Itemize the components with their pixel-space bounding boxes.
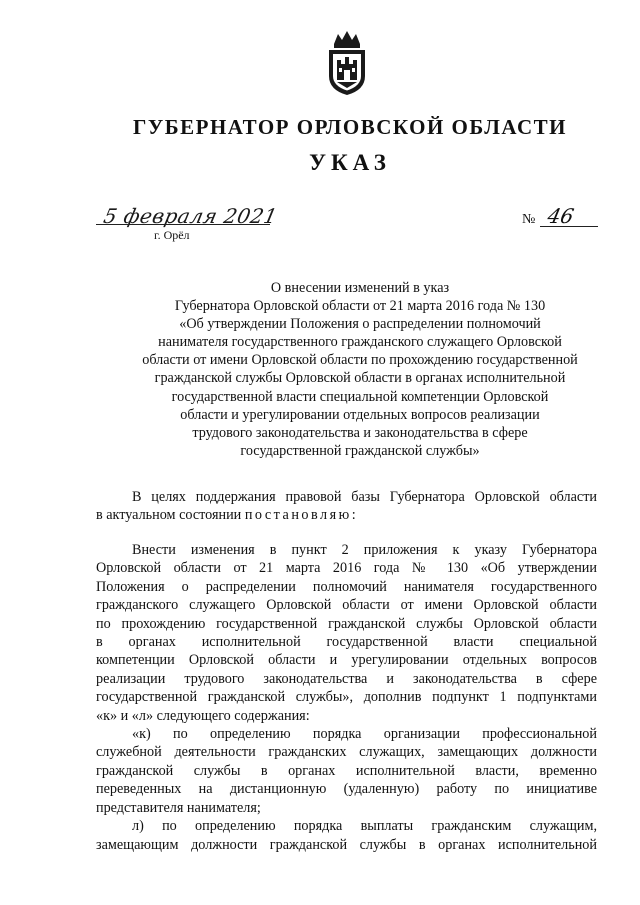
title-line: области от имени Орловской области по прохождению государственной <box>142 352 578 369</box>
title-line: «Об утверждении Положения о распределении полномочий <box>179 316 541 333</box>
body-line: государственной гражданской службы», дополнив подпункт 1 подпунктами <box>96 689 597 706</box>
title-line: гражданской службы Орловской области в органах исполнительной <box>154 370 566 387</box>
title-line: нанимателя государственного гражданского служащего Орловской <box>158 334 562 351</box>
preamble-paragraph <box>96 488 597 525</box>
decree-keyword: постановляю <box>244 507 352 524</box>
title-line: Губернатора Орловской области от 21 марта 2016 года № 130 <box>174 298 546 315</box>
issue-city: г. Орёл <box>154 228 190 242</box>
title-line: государственной гражданской службы» <box>240 442 480 459</box>
body-line: Орловской области от 21 марта 2016 года № 130 «Об утверждении <box>96 560 597 577</box>
body-line: Положения о распределении полномочий нанимателя государственного <box>96 578 597 595</box>
body-line: компетенции Орловской области и урегулировании отдельных вопросов <box>96 652 597 669</box>
title-line: области и урегулировании отдельных вопросов реализации <box>180 406 540 423</box>
handwritten-date: 5 февраля 2021 <box>101 204 280 228</box>
preamble-line: В целях поддержания правовой базы Губернатора Орловской области <box>132 489 597 505</box>
body-line: представителя нанимателя; <box>96 799 261 816</box>
date-underline <box>96 224 270 225</box>
body-line: «к) по определению порядка организации профессиональной <box>132 726 597 743</box>
body-line: замещающим должности гражданской службы в органах исполнительной <box>96 836 597 853</box>
decree-title <box>120 279 600 460</box>
body-line: гражданского служащего Орловской области от имени Орловской области <box>96 597 597 614</box>
body-line: Внести изменения в пункт 2 приложения к указу Губернатора <box>132 542 597 558</box>
body-line: в органах исполнительной государственной власти специальной <box>96 634 597 651</box>
body-line: по прохождению государственной гражданской службы Орловской области <box>96 615 597 632</box>
number-underline <box>540 226 598 227</box>
document-type: УКАЗ <box>309 150 391 175</box>
title-line: государственной власти специальной компетенции Орловской <box>171 388 549 405</box>
body-line: служебной деятельности гражданских служащих, замещающих должности <box>96 744 597 761</box>
handwritten-number: 46 <box>545 204 577 228</box>
number-label: № <box>522 212 536 227</box>
body-paragraph <box>96 541 597 854</box>
preamble-text: в актуальном состоянии <box>96 507 245 524</box>
title-line: О внесении изменений в указ <box>270 280 450 296</box>
coat-of-arms-icon <box>324 30 370 96</box>
preamble-line <box>96 506 597 524</box>
preamble-colon: : <box>351 507 356 524</box>
body-line: переведенных на дистанционную (удаленную) работу по инициативе <box>96 781 597 798</box>
issuing-authority: ГУБЕРНАТОР ОРЛОВСКОЙ ОБЛАСТИ <box>132 115 568 139</box>
title-line: трудового законодательства и законодательства в сфере <box>192 424 528 441</box>
body-line: л) по определению порядка выплаты гражданским служащим, <box>132 818 597 835</box>
body-line: реализации трудового законодательства и законодательства в сфере <box>96 670 597 687</box>
body-line: «к» и «л» следующего содержания: <box>96 707 310 724</box>
body-line: гражданской службы в органах исполнительной власти, временно <box>96 762 597 779</box>
